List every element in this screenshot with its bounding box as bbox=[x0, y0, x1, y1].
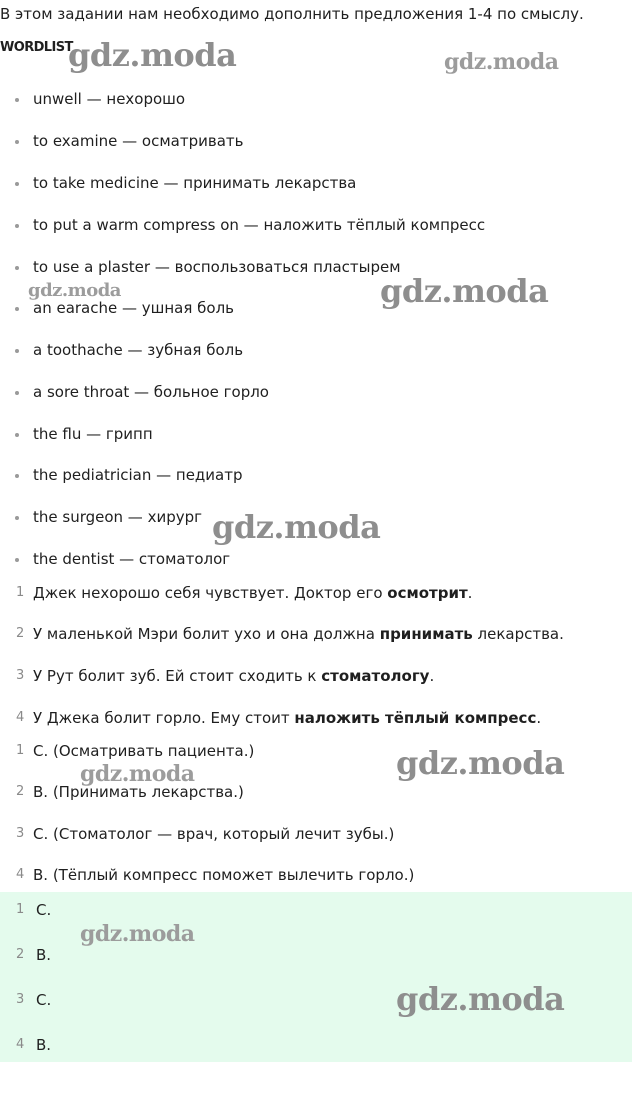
answer-highlight-box bbox=[0, 892, 632, 1062]
bullet-icon bbox=[15, 140, 19, 144]
bullet-icon bbox=[15, 516, 19, 520]
watermark: gdz.moda bbox=[28, 280, 121, 301]
wordlist-heading: WORDLIST bbox=[0, 40, 73, 55]
watermark: gdz.moda bbox=[396, 980, 565, 1018]
watermark: gdz.moda bbox=[444, 49, 559, 75]
bullet-icon bbox=[15, 307, 19, 311]
bullet-icon bbox=[15, 474, 19, 478]
watermark: gdz.moda bbox=[212, 508, 381, 546]
watermark: gdz.moda bbox=[396, 744, 565, 782]
bullet-icon bbox=[15, 433, 19, 437]
bullet-icon bbox=[15, 349, 19, 353]
watermark: gdz.moda bbox=[380, 272, 549, 310]
bullet-icon bbox=[15, 224, 19, 228]
bullet-icon bbox=[15, 98, 19, 102]
watermark: gdz.moda bbox=[80, 921, 195, 947]
watermark: gdz.moda bbox=[68, 36, 237, 74]
watermark: gdz.moda bbox=[80, 761, 195, 787]
bullet-icon bbox=[15, 391, 19, 395]
bullet-icon bbox=[15, 266, 19, 270]
bullet-icon bbox=[15, 182, 19, 186]
task-intro: В этом задании нам необходимо дополнить предложения 1-4 по смыслу. bbox=[0, 5, 584, 23]
bullet-icon bbox=[15, 558, 19, 562]
